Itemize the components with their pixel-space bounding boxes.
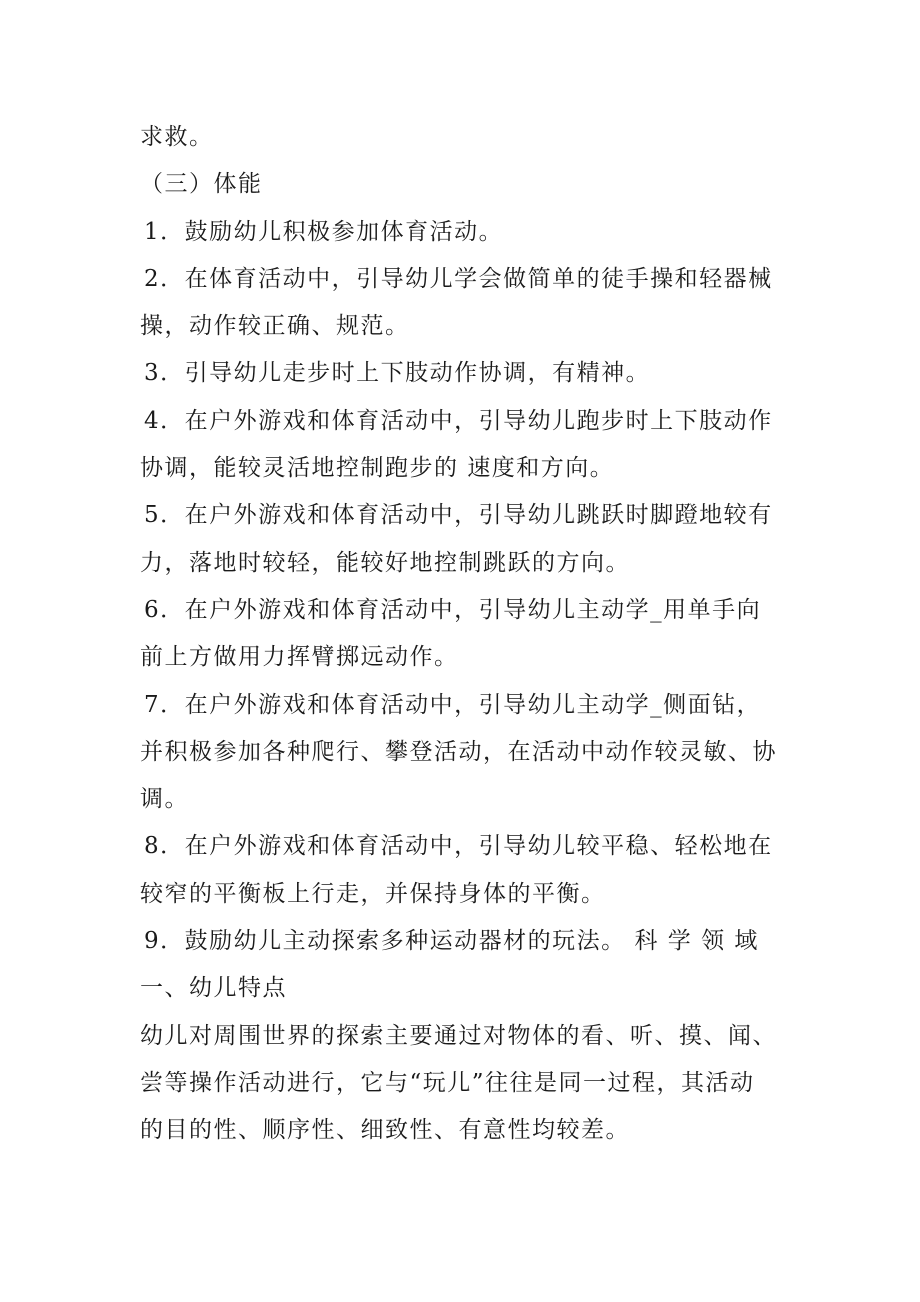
list-item: 1．鼓励幼儿积极参加体育活动。 — [144, 218, 504, 245]
list-item: 3．引导幼儿走步时上下肢动作协调，有精神。 — [144, 360, 651, 387]
list-item: 9．鼓励幼儿主动探索多种运动器材的玩法。 科 学 领 域 — [144, 928, 759, 955]
text-line: 幼儿对周围世界的探索主要通过对物体的看、听、摸、闻、 — [140, 1022, 777, 1049]
text-line: 较窄的平衡板上行走，并保持身体的平衡。 — [140, 880, 606, 907]
section-heading: （三）体能 — [140, 171, 263, 198]
text-line: 操，动作较正确、规范。 — [140, 313, 410, 340]
text-line: 协调，能较灵活地控制跑步的 速度和方向。 — [140, 455, 615, 482]
list-item: 5．在户外游戏和体育活动中，引导幼儿跳跃时脚蹬地较有 — [144, 502, 773, 529]
list-item: 4．在户外游戏和体育活动中，引导幼儿跑步时上下肢动作 — [144, 407, 773, 434]
list-item: 2．在体育活动中，引导幼儿学会做简单的徒手操和轻器械 — [144, 265, 773, 292]
text-line: 求救。 — [140, 124, 214, 150]
list-item: 7．在户外游戏和体育活动中，引导幼儿主动学_侧面钻， — [144, 691, 762, 718]
document-body — [140, 114, 810, 1155]
text-line: 的目的性、顺序性、细致性、有意性均较差。 — [140, 1117, 630, 1144]
list-item: 8．在户外游戏和体育活动中，引导幼儿较平稳、轻松地在 — [144, 833, 773, 860]
text-line: 尝等操作活动进行，它与“玩儿”往往是同一过程，其活动 — [140, 1069, 755, 1096]
text-line: 并积极参加各种爬行、攀登活动，在活动中动作较灵敏、协 — [140, 738, 777, 765]
list-item: 6．在户外游戏和体育活动中，引导幼儿主动学_用单手向 — [144, 596, 762, 623]
text-line: 调。 — [140, 786, 189, 813]
section-heading: 一、幼儿特点 — [140, 975, 287, 1002]
text-line: 前上方做用力挥臂掷远动作。 — [140, 644, 459, 671]
text-line: 力，落地时较轻，能较好地控制跳跃的方向。 — [140, 549, 630, 576]
